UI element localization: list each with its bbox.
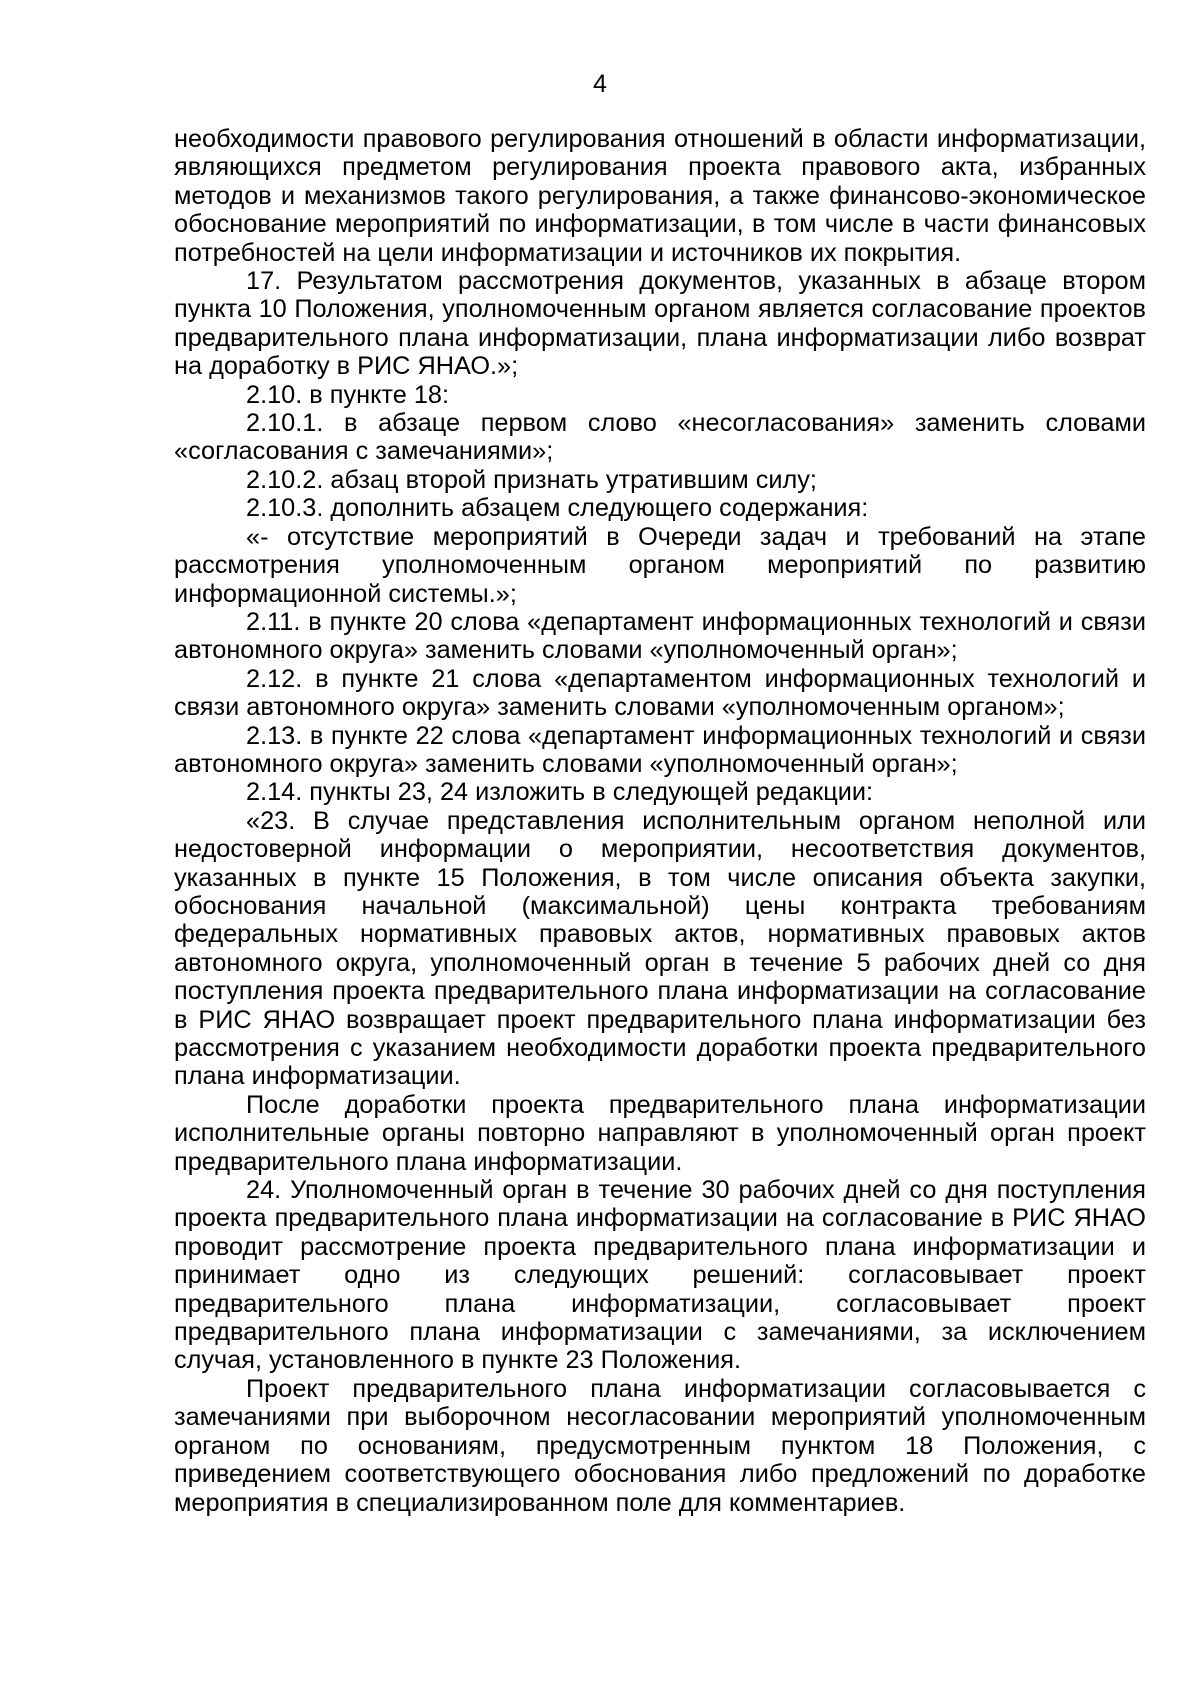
paragraph: 2.11. в пункте 20 слова «департамент информационных технологий и связи автономного округа» заменить словами «уполномоченный орган»; (174, 607, 1146, 665)
paragraph: 2.13. в пункте 22 слова «департамент информационных технологий и связи автономного округа» заменить словами «уполномоченный орган»; (174, 721, 1146, 778)
paragraph: 2.12. в пункте 21 слова «департаментом информационных технологий и связи автономного округа» заменить словами «уполномоченным органом»; (174, 664, 1146, 722)
paragraph: «- отсутствие мероприятий в Очереди задач и требований на этапе рассмотрения уполномоченным органом мероприятий по развитию информационной системы.»; (174, 522, 1146, 608)
paragraph: 17. Результатом рассмотрения документов, указанных в абзаце втором пункта 10 Положения, уполномоченным органом является согласование проектов предварительного плана информатизации, плана информатизации либо возврат на доработку в РИС ЯНАО.»; (174, 267, 1146, 381)
paragraph: «23. В случае представления исполнительным органом неполной или недостоверной информации о мероприятии, несоответствия документов, указанных в пункте 15 Положения, в том числе описания объекта закупки, обоснования начальной (максимальной) цены контракта требованиям федеральных нормативных правовых актов, нормативных правовых актов автономного округа, уполномоченный орган в течение 5 рабочих дней со дня поступления проекта предварительного плана информатизации на согласование в РИС ЯНАО возвращает проект предварительного плана информатизации без рассмотрения с указанием необходимости доработки проекта предварительного плана информатизации. (174, 806, 1146, 1091)
paragraph: 2.10.3. дополнить абзацем следующего содержания: (246, 494, 869, 523)
paragraph: 2.14. пункты 23, 24 изложить в следующей редакции: (246, 778, 874, 807)
paragraph: 2.10.2. абзац второй признать утратившим силу; (246, 465, 817, 494)
paragraph: Проект предварительного плана информатизации согласовывается с замечаниями при выборочном несогласовании мероприятий уполномоченным органом по основаниям, предусмотренным пунктом 18 Положения, с приведением соответствующего обоснования либо предложений по доработке мероприятия в специализированном поле для комментариев. (174, 1374, 1146, 1517)
paragraph: После доработки проекта предварительного плана информатизации исполнительные органы повторно направляют в уполномоченный орган проект предварительного плана информатизации. (174, 1090, 1146, 1176)
page-number: 4 (593, 70, 607, 98)
paragraph: необходимости правового регулирования отношений в области информатизации, являющихся предметом регулирования проекта правового акта, избранных методов и механизмов такого регулирования, а также финансово-экономическое обоснование мероприятий по информатизации, в том числе в части финансовых потребностей на цели информатизации и источников их покрытия. (174, 125, 1146, 267)
paragraph: 2.10. в пункте 18: (246, 380, 449, 409)
paragraph: 24. Уполномоченный орган в течение 30 рабочих дней со дня поступления проекта предварительного плана информатизации на согласование в РИС ЯНАО проводит рассмотрение проекта предварительного плана информатизации и принимает одно из следующих решений: согласовывает проект предварительного плана информатизации, согласовывает проект предварительного плана информатизации с замечаниями, за исключением случая, установленного в пункте 23 Положения. (174, 1176, 1146, 1375)
paragraph: 2.10.1. в абзаце первом слово «несогласования» заменить словами «согласования с замечаниями»; (174, 409, 1146, 466)
document-body (174, 125, 1146, 1517)
